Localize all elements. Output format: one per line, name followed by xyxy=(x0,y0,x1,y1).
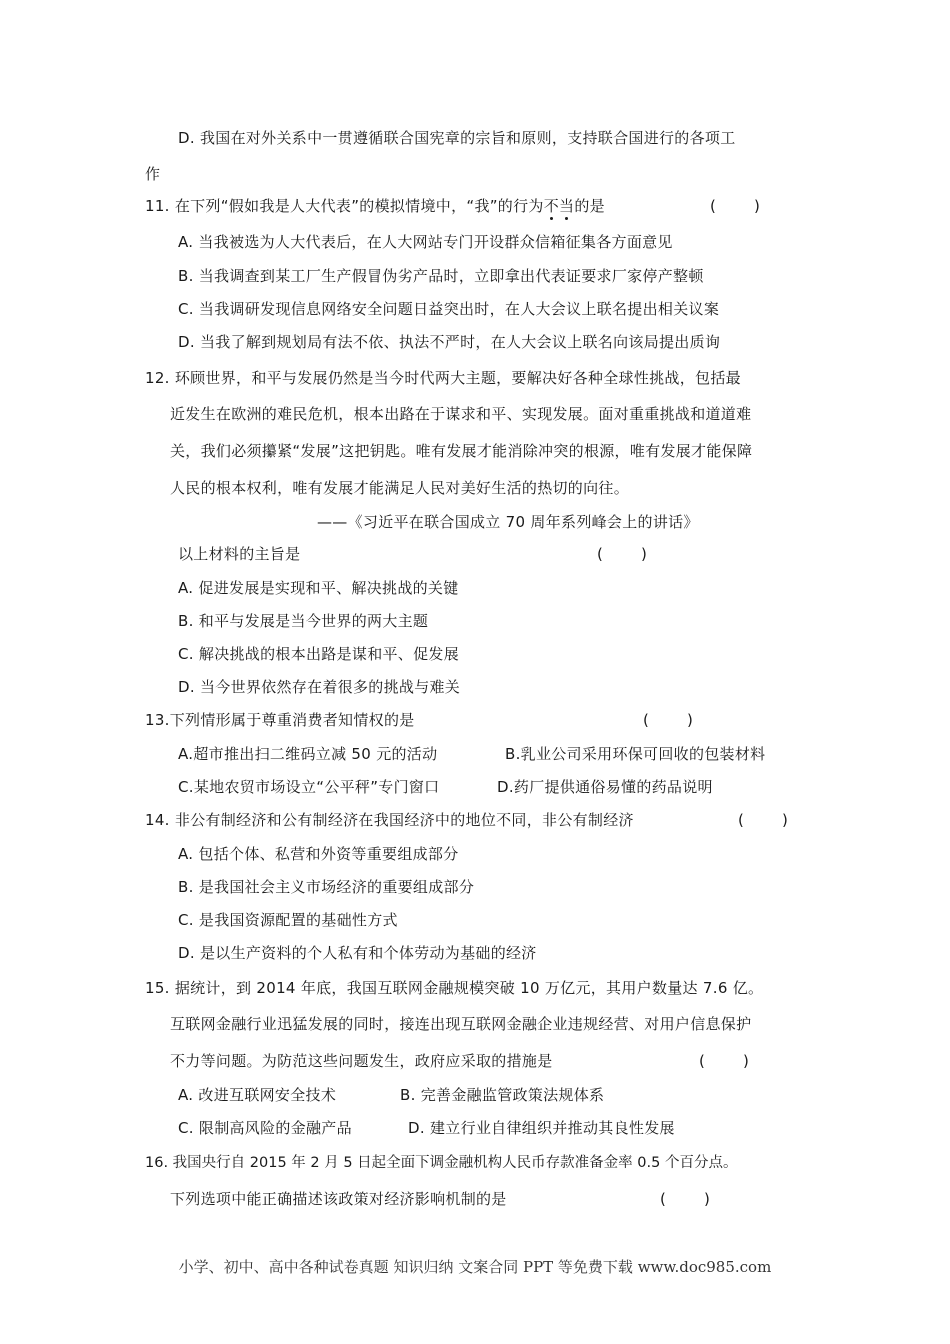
q13-answer-paren: ( ) xyxy=(643,711,693,729)
q15-option-b: B. 完善金融监管政策法规体系 xyxy=(400,1086,605,1104)
q15-stem-line3: 不力等问题。为防范这些问题发生，政府应采取的措施是 xyxy=(170,1052,553,1070)
q15-answer-paren: ( ) xyxy=(699,1052,749,1070)
q14-option-a: A. 包括个体、私营和外资等重要组成部分 xyxy=(178,845,459,863)
q11-stem xyxy=(145,196,605,216)
q13-option-b: B.乳业公司采用环保可回收的包装材料 xyxy=(505,745,766,763)
q14-option-d: D. 是以生产资料的个人私有和个体劳动为基础的经济 xyxy=(178,944,537,962)
q12-option-d: D. 当今世界依然存在着很多的挑战与难关 xyxy=(178,678,461,696)
q10-option-d-line2: 作 xyxy=(145,165,161,183)
q15-stem-line1: 15. 据统计，到 2014 年底，我国互联网金融规模突破 10 万亿元，其用户数量达 7.6 亿。 xyxy=(145,979,764,997)
q12-option-b: B. 和平与发展是当今世界的两大主题 xyxy=(178,612,429,630)
q14-option-c: C. 是我国资源配置的基础性方式 xyxy=(178,911,398,929)
q11-stem-post: 的是 xyxy=(574,197,605,215)
q15-option-c: C. 限制高风险的金融产品 xyxy=(178,1119,352,1137)
q12-option-a: A. 促进发展是实现和平、解决挑战的关键 xyxy=(178,579,459,597)
q11-answer-paren: ( ) xyxy=(710,197,760,215)
q15-stem-line2: 互联网金融行业迅猛发展的同时，接连出现互联网金融企业违规经营、对用户信息保护 xyxy=(170,1015,752,1033)
q12-stem-line1: 12. 环顾世界，和平与发展仍然是当今时代两大主题，要解决好各种全球性挑战，包括最 xyxy=(145,369,741,387)
q13-option-c: C.某地农贸市场设立“公平秤”专门窗口 xyxy=(178,778,440,796)
q12-option-c: C. 解决挑战的根本出路是谋和平、促发展 xyxy=(178,645,460,663)
q11-emphasis-char-2: 当 xyxy=(559,197,575,215)
q11-option-c: C. 当我调研发现信息网络安全问题日益突出时，在人大会议上联名提出相关议案 xyxy=(178,300,720,318)
q15-option-a: A. 改进互联网安全技术 xyxy=(178,1086,337,1104)
q12-question: 以上材料的主旨是 xyxy=(178,545,301,563)
q11-option-b: B. 当我调查到某工厂生产假冒伪劣产品时，立即拿出代表证要求厂家停产整顿 xyxy=(178,267,704,285)
q15-option-d: D. 建立行业自律组织并推动其良性发展 xyxy=(408,1119,675,1137)
q13-stem: 13.下列情形属于尊重消费者知情权的是 xyxy=(145,711,415,729)
q13-option-a: A.超市推出扫二维码立减 50 元的活动 xyxy=(178,745,438,763)
q12-stem-line3: 关，我们必须攥紧“发展”这把钥匙。唯有发展才能消除冲突的根源，唯有发展才能保障 xyxy=(170,442,753,460)
q12-stem-line4: 人民的根本权利，唯有发展才能满足人民对美好生活的热切的向往。 xyxy=(170,479,630,497)
page-footer: 小学、初中、高中各种试卷真题 知识归纳 文案合同 PPT 等免费下载 www.doc985.com xyxy=(178,1258,772,1276)
q14-answer-paren: ( ) xyxy=(738,811,788,829)
q11-option-a: A. 当我被选为人大代表后，在人大网站专门开设群众信箱征集各方面意见 xyxy=(178,233,673,251)
q12-source: ——《习近平在联合国成立 70 周年系列峰会上的讲话》 xyxy=(317,513,699,531)
q13-option-d: D.药厂提供通俗易懂的药品说明 xyxy=(497,778,713,796)
q11-emphasis-char-1: 不 xyxy=(543,197,560,215)
q12-stem-line2: 近发生在欧洲的难民危机，根本出路在于谋求和平、实现发展。面对重重挑战和道道难 xyxy=(170,405,752,423)
q14-stem: 14. 非公有制经济和公有制经济在我国经济中的地位不同，非公有制经济 xyxy=(145,811,634,829)
q10-option-d-line1: D. 我国在对外关系中一贯遵循联合国宪章的宗旨和原则，支持联合国进行的各项工 xyxy=(178,129,736,147)
q12-answer-paren: ( ) xyxy=(597,545,647,563)
q14-option-b: B. 是我国社会主义市场经济的重要组成部分 xyxy=(178,878,475,896)
q11-option-d: D. 当我了解到规划局有法不依、执法不严时，在人大会议上联名向该局提出质询 xyxy=(178,333,721,351)
q16-stem-line2: 下列选项中能正确描述该政策对经济影响机制的是 xyxy=(170,1190,507,1208)
q16-answer-paren: ( ) xyxy=(660,1190,710,1208)
q11-stem-pre: 11. 在下列“假如我是人大代表”的模拟情境中，“我”的行为 xyxy=(145,197,544,215)
q16-stem-line1: 16. 我国央行自 2015 年 2 月 5 日起全面下调金融机构人民币存款准备金率 0.5 个百分点。 xyxy=(145,1155,738,1171)
